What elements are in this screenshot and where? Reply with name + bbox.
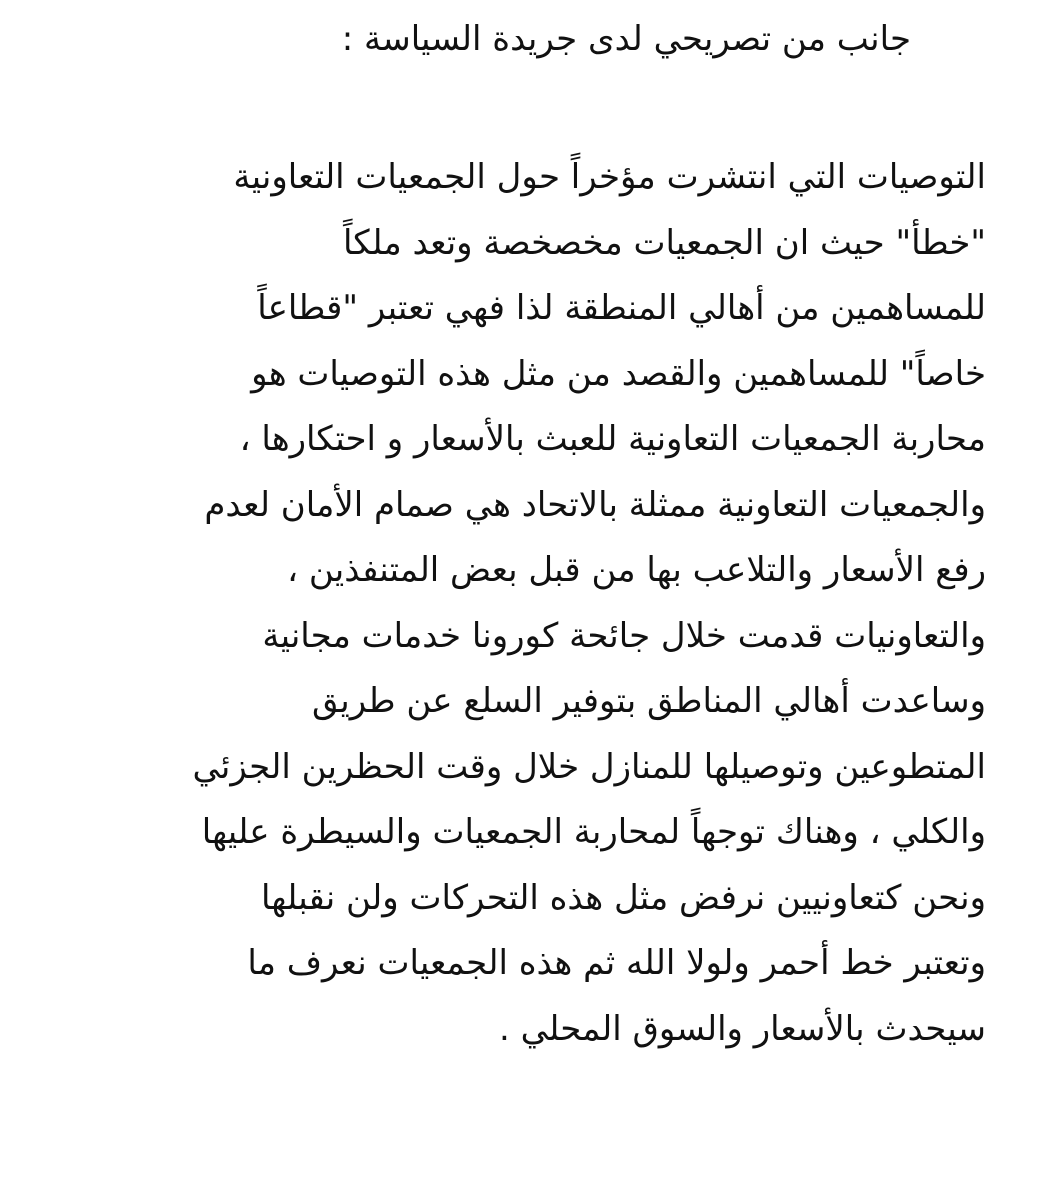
body-line: المتطوعين وتوصيلها للمنازل خلال وقت الحظرين الجزئي — [192, 746, 986, 787]
body-line: "خطأ" حيث ان الجمعيات مخصخصة وتعد ملكاً — [343, 222, 986, 263]
body-line: وتعتبر خط أحمر ولولا الله ثم هذه الجمعيات نعرف ما — [247, 943, 986, 983]
document-body — [46, 145, 986, 1062]
body-line: والتعاونيات قدمت خلال جائحة كورونا خدمات مجانية — [262, 615, 986, 656]
body-line: محاربة الجمعيات التعاونية للعبث بالأسعار و احتكارها ، — [239, 419, 986, 459]
body-line: والجمعيات التعاونية ممثلة بالاتحاد هي صمام الأمان لعدم — [204, 484, 986, 525]
body-line: وساعدت أهالي المناطق بتوفير السلع عن طريق — [311, 681, 986, 721]
body-line: ونحن كتعاونيين نرفض مثل هذه التحركات ولن نقبلها — [261, 877, 986, 918]
body-line: والكلي ، وهناك توجهاً لمحاربة الجمعيات والسيطرة عليها — [201, 812, 986, 852]
body-line: سيحدث بالأسعار والسوق المحلي . — [499, 1008, 986, 1049]
body-line: للمساهمين من أهالي المنطقة لذا فهي تعتبر "قطاعاً — [257, 288, 986, 328]
document-heading: جانب من تصريحي لدى جريدة السياسة : — [341, 19, 911, 59]
body-line: خاصاً" للمساهمين والقصد من مثل هذه التوصيات هو — [251, 353, 986, 394]
body-line: رفع الأسعار والتلاعب بها من قبل بعض المتنفذين ، — [287, 550, 986, 590]
body-line: التوصيات التي انتشرت مؤخراً حول الجمعيات التعاونية — [233, 157, 986, 197]
